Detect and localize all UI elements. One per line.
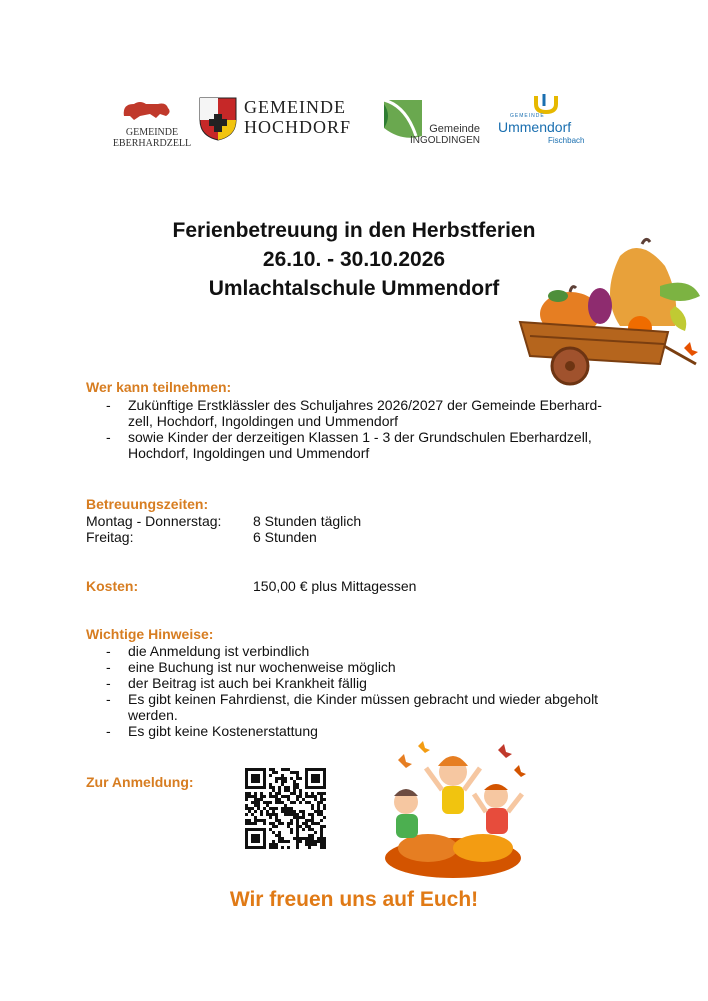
- logo-hochdorf-line1: GEMEINDE: [244, 97, 346, 117]
- heading-anmeldung: Zur Anmeldung:: [86, 774, 194, 790]
- list-item: - sowie Kinder der derzeitigen Klassen 1 - 3 der Grundschulen Eberhardzell, Hochdorf, Ingoldingen und Ummendorf: [86, 429, 626, 461]
- harvest-cart-illustration: [500, 236, 700, 391]
- logo-ingoldingen-line2: INGOLDINGEN: [410, 135, 481, 146]
- list-item: - eine Buchung ist nur wochenweise möglich: [86, 659, 626, 675]
- heading-kosten: Kosten:: [86, 578, 139, 594]
- kosten-value: 150,00 € plus Mittagessen: [253, 578, 417, 594]
- logo-ummendorf: [496, 94, 588, 150]
- heading-hinweise: Wichtige Hinweise:: [86, 626, 214, 642]
- teilnehmen-list: [86, 397, 626, 461]
- logo-ingoldingen-line1: Gemeinde: [429, 123, 480, 135]
- logo-eberhardzell-line1: GEMEINDE: [125, 127, 179, 138]
- logo-hochdorf: [244, 97, 351, 137]
- logo-eberhardzell-line2: EBERHARDZELL: [112, 138, 192, 149]
- logo-ummendorf-main: Ummendorf: [498, 119, 572, 135]
- heading-zeiten: Betreuungszeiten:: [86, 496, 209, 512]
- closing-message: Wir freuen uns auf Euch!: [229, 888, 479, 911]
- logo-eberhardzell: [110, 96, 194, 148]
- logo-ummendorf-sub: Fischbach: [548, 136, 585, 145]
- title-line3: Umlachtalschule Ummendorf: [208, 277, 500, 300]
- logo-ummendorf-top: GEMEINDE: [510, 113, 545, 119]
- zeiten-day-1: Freitag:: [86, 529, 134, 545]
- zeiten-day-0: Montag - Donnerstag:: [86, 513, 222, 529]
- list-item: - der Beitrag ist auch bei Krankheit fällig: [86, 675, 626, 691]
- qr-code[interactable]: [245, 768, 326, 849]
- title-line2: 26.10. - 30.10.2026: [262, 248, 446, 271]
- hochdorf-crest-icon: [198, 96, 238, 147]
- title-line1: Ferienbetreuung in den Herbstferien: [172, 219, 536, 242]
- heading-teilnehmen: Wer kann teilnehmen:: [86, 379, 232, 395]
- logo-ingoldingen: [410, 124, 480, 146]
- list-item: - Es gibt keinen Fahrdienst, die Kinder müssen gebracht und wieder abgeholt werden.: [86, 691, 626, 723]
- lion-icon: [110, 96, 194, 122]
- list-item: - Zukünftige Erstklässler des Schuljahres 2026/2027 der Gemeinde Eberhard-zell, Hochdorf, Ingoldingen und Ummendorf: [86, 397, 626, 429]
- logo-hochdorf-line2: HOCHDORF: [244, 117, 352, 137]
- zeiten-value-0: 8 Stunden täglich: [253, 513, 362, 529]
- kids-autumn-leaves-illustration: [378, 730, 528, 885]
- list-item: - die Anmeldung ist verbindlich: [86, 643, 626, 659]
- list-item: - Es gibt keine Kostenerstattung: [86, 723, 626, 739]
- zeiten-value-1: 6 Stunden: [253, 529, 317, 545]
- hinweise-list: [86, 643, 626, 739]
